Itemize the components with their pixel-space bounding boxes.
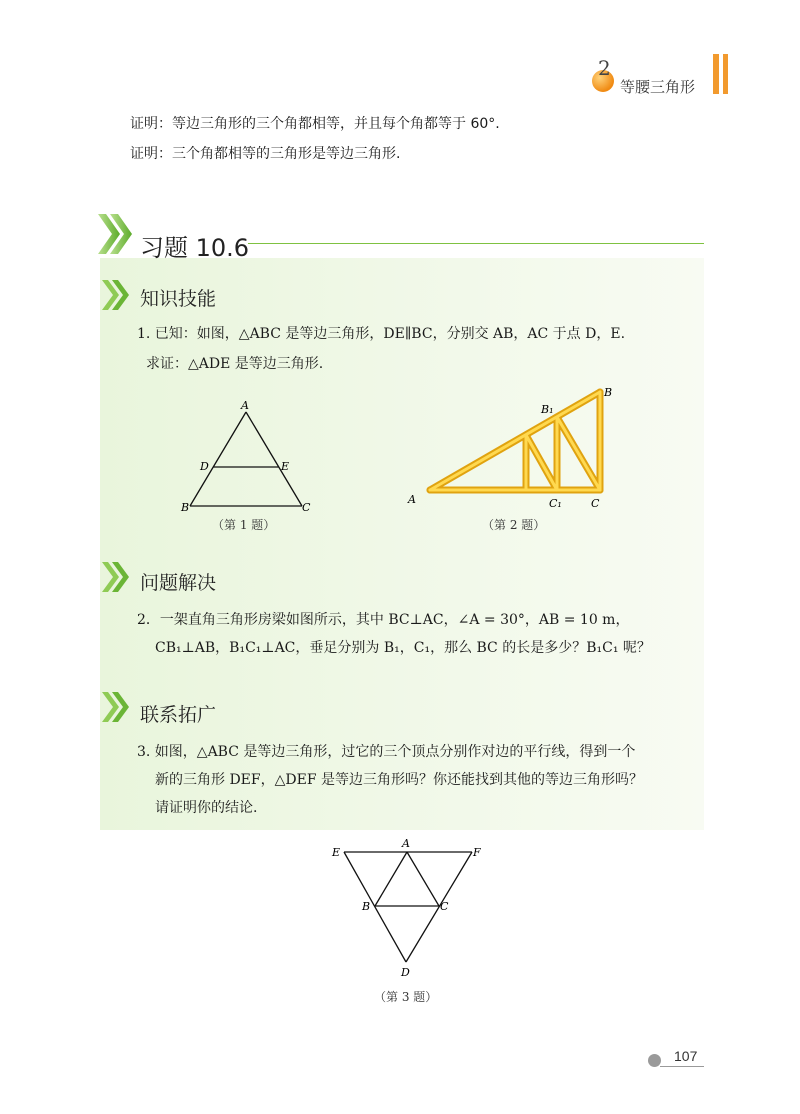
proof-text: 证明：三个角都相等的三角形是等边三角形. [130, 146, 401, 162]
question-1-line-2: 求证：△ADE 是等边三角形. [146, 356, 324, 372]
question-1-line-1: 1. 已知：如图，△ABC 是等边三角形，DE∥BC，分别交 AB，AC 于点 D，E. [137, 326, 626, 342]
chevron-section-icon [100, 278, 136, 312]
fig1-label-d: D [200, 460, 209, 473]
header-accent-bar [723, 54, 728, 94]
fig2-label-b1: B₁ [541, 403, 554, 416]
title-rule [248, 243, 704, 244]
exercise-title: 习题 10.6 [140, 234, 250, 262]
question-2-line-1: 2．一架直角三角形房梁如图所示，其中 BC⊥AC，∠A = 30°，AB = 10 m， [137, 612, 630, 628]
section-title-skills: 知识技能 [140, 288, 217, 310]
figure-2-roof-truss [400, 380, 620, 514]
fig3-label-d: D [401, 966, 410, 979]
chapter-number: 2 [598, 56, 611, 80]
fig1-label-b: B [181, 501, 190, 514]
proof-item-3 [130, 143, 400, 163]
fig1-label-c: C [302, 501, 311, 514]
figure-3-caption: （第 3 题） [374, 990, 438, 1004]
question-3-line-1: 3. 如图，△ABC 是等边三角形，过它的三个顶点分别作对边的平行线，得到一个 [137, 744, 636, 760]
question-2-line-2: CB₁⊥AB，B₁C₁⊥AC，垂足分别为 B₁，C₁，那么 BC 的长是多少？B₁C₁ 呢？ [155, 640, 651, 656]
question-3-line-3: 请证明你的结论. [155, 800, 258, 816]
proof-item-2 [130, 113, 500, 133]
chevron-section-icon [100, 560, 136, 594]
page-number: 107 [674, 1048, 698, 1064]
figure-3-triangle [326, 834, 490, 980]
question-3-line-2: 新的三角形 DEF，△DEF 是等边三角形吗？你还能找到其他的等边三角形吗？ [155, 772, 643, 788]
chapter-title: 等腰三角形 [620, 78, 696, 96]
fig3-label-c: C [440, 900, 449, 913]
figure-1-triangle [176, 398, 326, 518]
fig2-label-c: C [591, 497, 600, 510]
section-title-extension: 联系拓广 [140, 704, 217, 726]
section-title-problems: 问题解决 [140, 572, 217, 594]
header-accent-bar [713, 54, 719, 94]
fig3-label-b: B [362, 900, 371, 913]
fig1-label-e: E [281, 460, 290, 473]
fig3-label-a: A [402, 837, 410, 850]
page-rule [660, 1066, 704, 1067]
fig2-label-a: A [408, 493, 416, 506]
chevron-section-icon [100, 690, 136, 724]
fig1-label-a: A [241, 399, 249, 412]
fig2-label-b: B [604, 386, 613, 399]
figure-1-caption: （第 1 题） [212, 518, 276, 532]
figure-2-caption: （第 2 题） [482, 518, 546, 532]
fig3-label-f: F [473, 846, 481, 859]
proof-text: 证明：等边三角形的三个角都相等，并且每个角都等于 60°. [130, 116, 500, 132]
chevron-title-icon [96, 212, 138, 256]
fig3-label-e: E [332, 846, 341, 859]
fig2-label-c1: C₁ [549, 497, 562, 510]
